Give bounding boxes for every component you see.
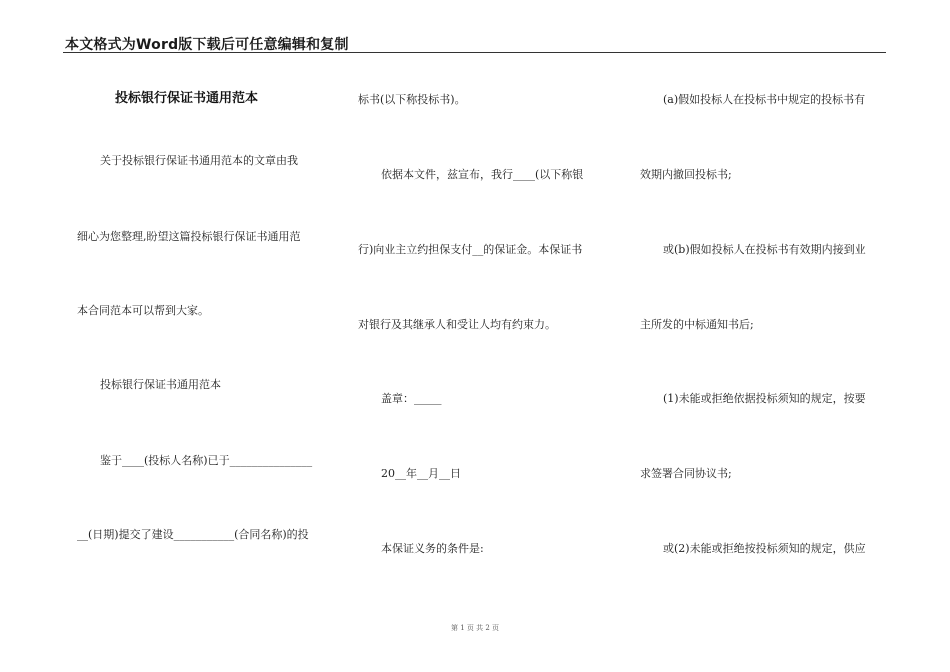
paragraph-line: 效期内撤回投标书; [640,168,732,181]
paragraph-line: 标书(以下称投标书)。 [358,93,466,106]
paragraph-line: 主所发的中标通知书后; [640,318,754,331]
paragraph-line: __(日期)提交了建设___________(合同名称)的投 [77,528,309,541]
paragraph-line: 盖章：_____ [381,392,442,405]
paragraph-line: 投标银行保证书通用范本 [100,378,221,391]
document-title: 投标银行保证书通用范本 [115,91,259,106]
paragraph-line: 求签署合同协议书; [640,467,732,480]
header-divider [63,52,886,53]
paragraph-line: 行)向业主立约担保支付__的保证金。本保证书 [358,243,583,256]
paragraph-line: 本保证义务的条件是: [381,542,484,555]
paragraph-line: (1)未能或拒绝依据投标须知的规定，按要 [663,392,866,405]
paragraph-line: 或(b)假如投标人在投标书有效期内接到业 [663,243,866,256]
paragraph-line: 或(2)未能或拒绝按投标须知的规定，供应 [663,542,866,555]
paragraph-line: 本合同范本可以帮到大家。 [77,304,209,317]
paragraph-line: 20__年__月__日 [381,467,461,480]
paragraph-line: 对银行及其继承人和受让人均有约束力。 [358,318,556,331]
paragraph-line: 关于投标银行保证书通用范本的文章由我 [100,154,298,167]
page-number: 第 1 页 共 2 页 [450,624,500,632]
top-banner: 本文格式为Word版下载后可任意编辑和复制 [65,37,349,53]
paragraph-line: 细心为您整理,盼望这篇投标银行保证书通用范 [77,230,301,243]
paragraph-line: 依据本文件，兹宣布，我行____(以下称银 [381,168,584,181]
paragraph-line: 鉴于____(投标人名称)已于_______________ [100,454,313,467]
paragraph-line: (a)假如投标人在投标书中规定的投标书有 [663,93,866,106]
